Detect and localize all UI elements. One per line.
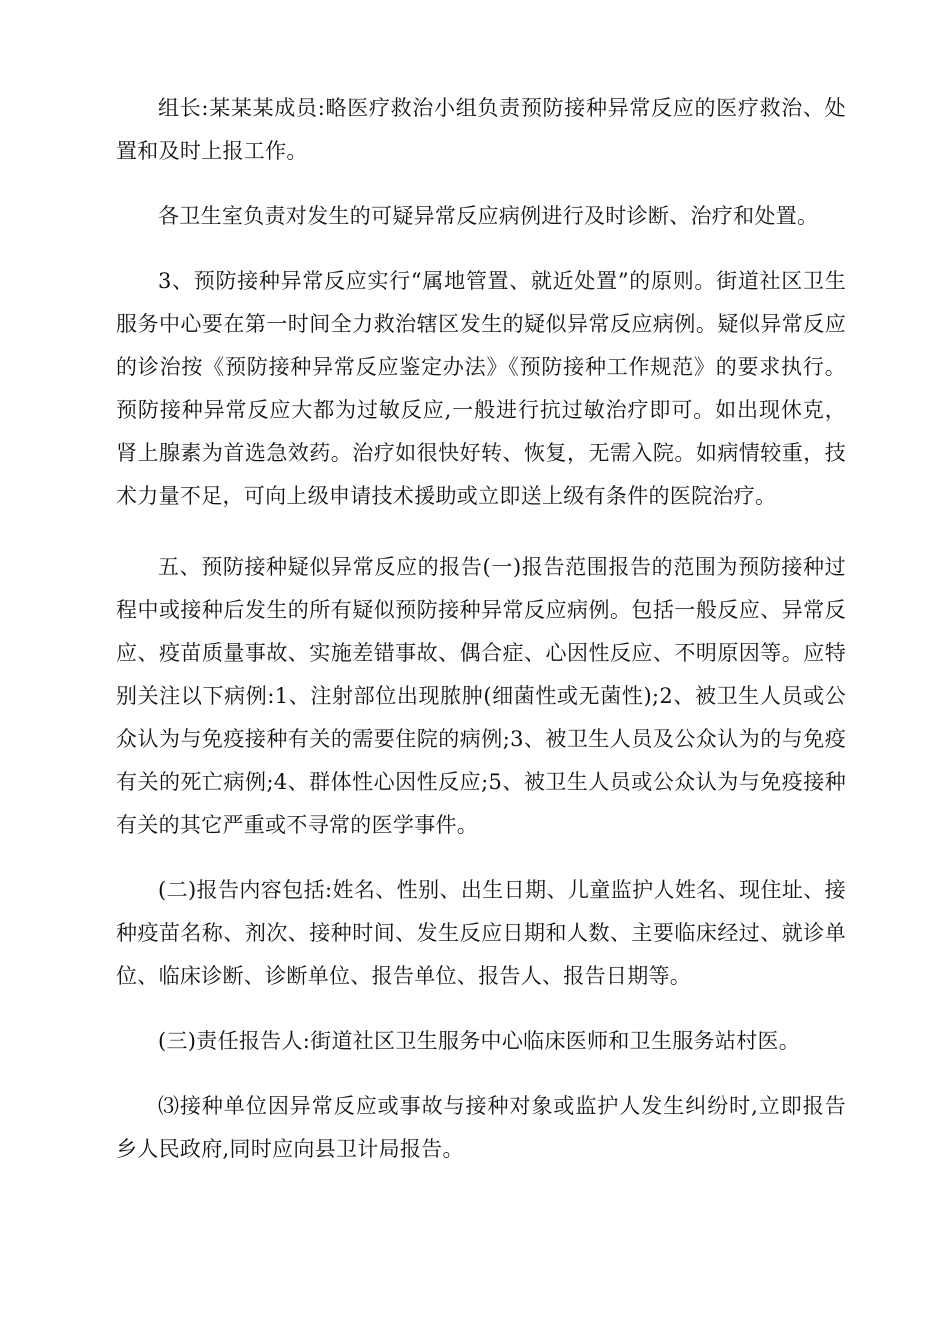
paragraph-treatment-principle: 3、预防接种异常反应实行“属地管置、就近处置”的原则。街道社区卫生服务中心要在第一时间全力救治辖区发生的疑似异常反应病例。疑似异常反应的诊治按《预防接种异常反应鉴定办法》《预防接种工作规范》的要求执行。预防接种异常反应大都为过敏反应,一般进行抗过敏治疗即可。如出现休克，肾上腺素为首选急效药。治疗如很快好转、恢复，无需入院。如病情较重，技术力量不足，可向上级申请技术援助或立即送上级有条件的医院治疗。 [116,269,846,508]
paragraph-responsible-reporter: (三)责任报告人:街道社区卫生服务中心临床医师和卫生服务站村医。 [158,1029,801,1053]
document-body [116,87,846,1193]
paragraph-report-scope: 五、预防接种疑似异常反应的报告(一)报告范围报告的范围为预防接种过程中或接种后发生的所有疑似预防接种异常反应病例。包括一般反应、异常反应、疫苗质量事故、实施差错事故、偶合症、心因性反应、不明原因等。应特别关注以下病例:1、注射部位出现脓肿(细菌性或无菌性);2、被卫生人员或公众认为与免疫接种有关的需要住院的病例;3、被卫生人员及公众认为的与免疫有关的死亡病例;4、群体性心因性反应;5、被卫生人员或公众认为与免疫接种有关的其它严重或不寻常的医学事件。 [116,555,846,837]
paragraph-team-leader: 组长:某某某成员:略医疗救治小组负责预防接种异常反应的医疗救治、处置和及时上报工作。 [116,96,846,163]
paragraph-dispute-report: ⑶接种单位因异常反应或事故与接种对象或监护人发生纠纷时,立即报告乡人民政府,同时应向县卫计局报告。 [116,1094,846,1161]
paragraph-report-content: (二)报告内容包括:姓名、性别、出生日期、儿童监护人姓名、现住址、接种疫苗名称、剂次、接种时间、发生反应日期和人数、主要临床经过、就诊单位、临床诊断、诊断单位、报告单位、报告人、报告日期等。 [116,878,846,988]
paragraph-clinic-duty: 各卫生室负责对发生的可疑异常反应病例进行及时诊断、治疗和处置。 [158,204,819,228]
